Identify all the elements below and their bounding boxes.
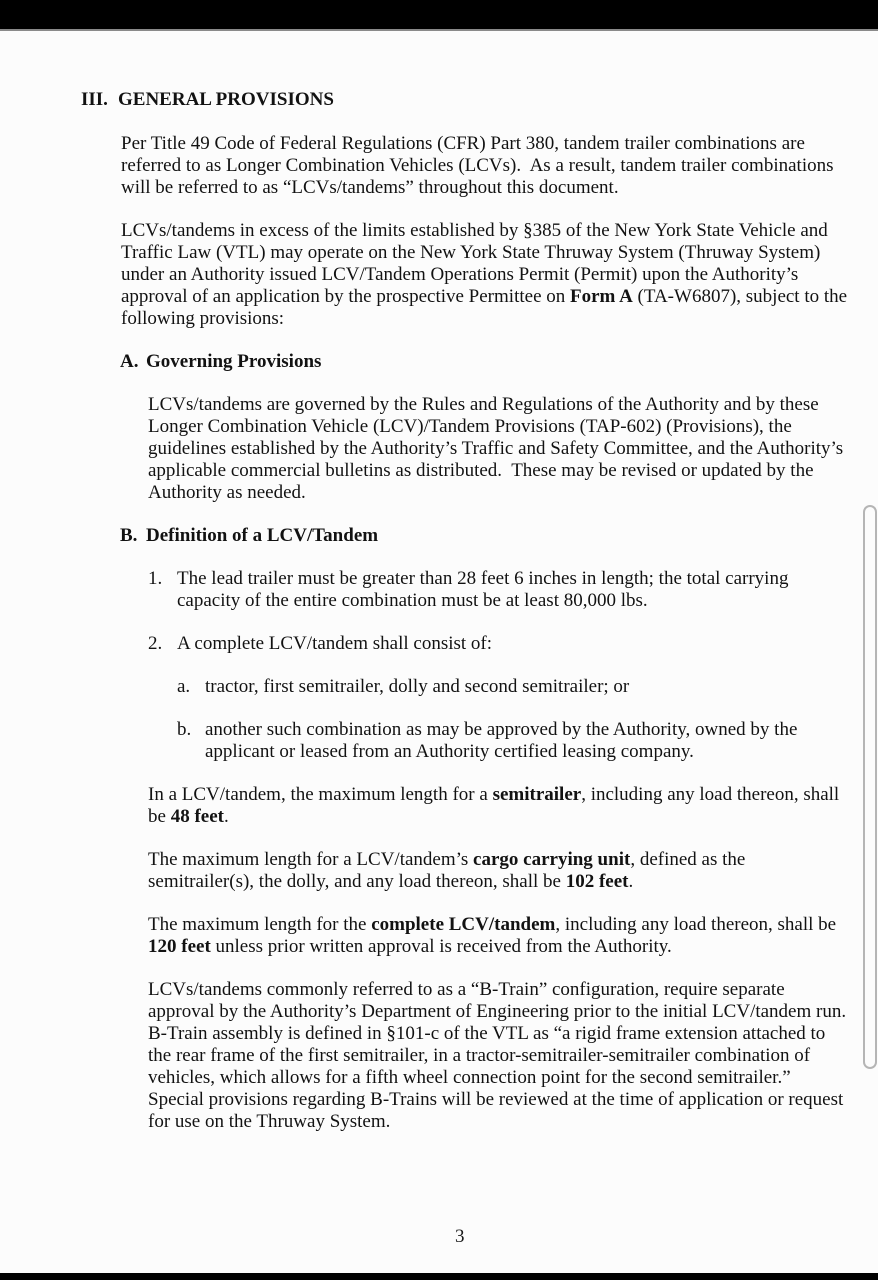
top-letterbox-bar: [0, 0, 878, 31]
subsection-b-label: B.: [120, 525, 138, 546]
list-item-2b-letter: b.: [177, 719, 192, 740]
list-item-1-text: The lead trailer must be greater than 28 feet 6 inches in length; the total carrying capacity of the entire combination must be at least 80,000 lbs.: [177, 568, 794, 611]
paragraph-b-train: LCVs/tandems commonly referred to as a “B-Train” configuration, require separate approval by the Authority’s Department of Engineering prior to the initial LCV/tandem run. B-Train assembly is defined in §101-c of the VTL as “a rigid frame extension attached to the rear frame of the first semitrailer, in a tractor-semitrailer-semitrailer combination of vehicles, which allows for a fifth wheel connection point for the second semitrailer.” Special provisions regarding B-Trains will be reviewed at the time of application or request for use on the Thruway System.: [148, 979, 856, 1132]
subsection-b-title: Definition of a LCV/Tandem: [146, 525, 379, 546]
section-title: GENERAL PROVISIONS: [118, 89, 334, 110]
subsection-a-heading: [120, 351, 878, 373]
paragraph-cargo-carrying-unit-max-length: The maximum length for a LCV/tandem’s cargo carrying unit, defined as the semitrailer(s), the dolly, and any load thereon, shall be 102 feet.: [148, 849, 751, 892]
paragraph-intro-2: LCVs/tandems in excess of the limits established by §385 of the New York State Vehicle and Traffic Law (VTL) may operate on the New York State Thruway System (Thruway System) under an Authority issued LCV/Tandem Operations Permit (Permit) upon the Authority’s approval of an application by the prospective Permittee on Form A (TA-W6807), subject to the following provisions:: [121, 220, 852, 329]
paragraph-complete-lcv-max-length: The maximum length for the complete LCV/tandem, including any load thereon, shall be 120 feet unless prior written approval is received from the Authority.: [148, 914, 841, 957]
list-item-2b: [177, 719, 878, 763]
subsection-b-heading: [120, 525, 878, 547]
bottom-letterbox-bar: [0, 1273, 878, 1280]
list-item-1-number: 1.: [148, 568, 163, 589]
section-number: III.: [81, 89, 108, 110]
section-heading: [81, 89, 878, 111]
document-body: [0, 31, 878, 1133]
list-item-2a-letter: a.: [177, 676, 191, 697]
subsection-a-label: A.: [120, 351, 139, 372]
list-item-2b-text: another such combination as may be approved by the Authority, owned by the applicant or leased from an Authority certified leasing company.: [205, 719, 803, 762]
scrollbar-thumb[interactable]: [863, 505, 877, 1069]
subsection-a-title: Governing Provisions: [146, 351, 322, 372]
list-item-2a-text: tractor, first semitrailer, dolly and second semitrailer; or: [205, 676, 630, 697]
document-page: [0, 31, 878, 1273]
list-item-2a: [177, 676, 878, 698]
paragraph-intro-1: Per Title 49 Code of Federal Regulations (CFR) Part 380, tandem trailer combinations are referred to as Longer Combination Vehicles (LCVs). As a result, tandem trailer combinations will be referred to as “LCVs/tandems” throughout this document.: [121, 133, 839, 198]
paragraph-governing-provisions: LCVs/tandems are governed by the Rules and Regulations of the Authority and by these Longer Combination Vehicle (LCV)/Tandem Provisions (TAP-602) (Provisions), the guidelines established by the Authority’s Traffic and Safety Committee, and the Authority’s applicable commercial bulletins as distributed. These may be revised or updated by the Authority as needed.: [148, 394, 848, 503]
paragraph-semitrailer-max-length: In a LCV/tandem, the maximum length for a semitrailer, including any load thereon, shall be 48 feet.: [148, 784, 844, 827]
list-item-2: [148, 633, 878, 655]
list-item-2-number: 2.: [148, 633, 163, 654]
page-number: 3: [455, 1226, 465, 1247]
list-item-2-text: A complete LCV/tandem shall consist of:: [177, 633, 493, 654]
list-item-1: [148, 568, 878, 612]
